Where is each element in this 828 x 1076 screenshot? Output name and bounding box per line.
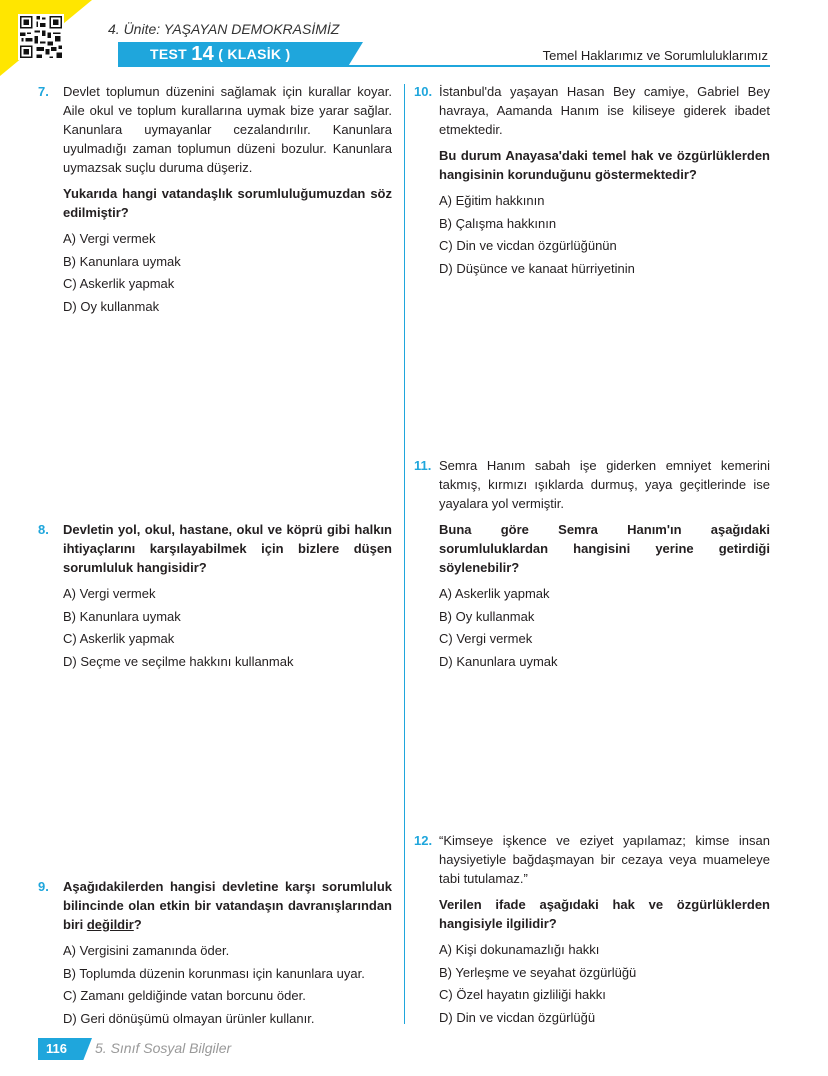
option-a[interactable]: A) Askerlik yapmak bbox=[439, 586, 550, 601]
option-c[interactable]: C) Özel hayatın gizliliği hakkı bbox=[439, 987, 606, 1003]
question-stem: Devlet toplumun düzenini sağlamak için kurallar koyar. Aile okul ve toplum kurallarına uymak bize yarar sağlar. Kanunlara uymayanlar cezalandırılır. Kanunlara uyulmadığı zaman toplumun düzeni bozulur. Kanunlara uymazsak suçlu duruma düşeriz. bbox=[63, 84, 392, 175]
question-stem: “Kimseye işkence ve eziyet yapılamaz; kimse insan haysiyetiyle bağdaşmayan bir cezaya veya muameleye tabi tutulamaz.” bbox=[439, 833, 770, 886]
question-number: 9. bbox=[38, 879, 49, 894]
options-list bbox=[439, 190, 770, 281]
question-prompt: Devletin yol, okul, hastane, okul ve köprü gibi halkın ihtiyaçlarını karşılayabilmek için bizlere düşen sorumluluk hangisidir? bbox=[63, 522, 392, 575]
option-d[interactable]: D) Geri dönüşümü olmayan ürünler kullanır. bbox=[63, 1011, 315, 1027]
test-prefix: TEST bbox=[150, 46, 187, 62]
question-number: 8. bbox=[38, 522, 49, 537]
chapter-title: Temel Haklarımız ve Sorumluluklarımız bbox=[542, 48, 768, 63]
options-list bbox=[439, 939, 770, 1030]
option-d[interactable]: D) Oy kullanmak bbox=[63, 299, 160, 315]
question-number: 10. bbox=[414, 84, 433, 99]
book-title: 5. Sınıf Sosyal Bilgiler bbox=[95, 1040, 232, 1056]
option-c[interactable]: C) Askerlik yapmak bbox=[63, 631, 175, 647]
question-prompt: Bu durum Anayasa'daki temel hak ve özgürlüklerden hangisinin korunduğunu göstermektedir? bbox=[439, 148, 770, 182]
test-type: ( KLASİK ) bbox=[218, 46, 291, 62]
option-b[interactable]: B) Oy kullanmak bbox=[439, 608, 535, 624]
option-c[interactable]: C) Zamanı geldiğinde vatan borcunu öder. bbox=[63, 988, 306, 1004]
page-number: 116 bbox=[46, 1041, 67, 1056]
option-d[interactable]: D) Kanunlara uymak bbox=[439, 654, 558, 670]
question-number: 11. bbox=[414, 458, 432, 473]
prompt-text: Aşağıdakilerden hangisi devletine karşı sorumluluk bilincinde olan etkin bir vatandaşın davranışlarından biri bbox=[63, 879, 392, 932]
column-divider bbox=[404, 84, 405, 1024]
options-list bbox=[63, 940, 392, 1031]
question-prompt bbox=[63, 877, 392, 934]
option-b[interactable]: B) Toplumda düzenin korunması için kanunlara uyar. bbox=[63, 965, 365, 981]
question-stem: Semra Hanım sabah işe giderken emniyet kemerini takmış, kırmızı ışıklarda durmuş, yaya geçitlerinde ise yayalara yol vermiştir. bbox=[439, 458, 770, 511]
option-a[interactable]: A) Vergisini zamanında öder. bbox=[63, 943, 230, 958]
question-7 bbox=[38, 82, 392, 319]
option-a[interactable]: A) Vergi vermek bbox=[63, 231, 156, 246]
option-d[interactable]: D) Düşünce ve kanaat hürriyetinin bbox=[439, 261, 635, 277]
options-list bbox=[439, 583, 770, 674]
option-a[interactable]: A) Eğitim hakkının bbox=[439, 193, 545, 208]
options-list bbox=[63, 583, 392, 674]
question-10 bbox=[414, 82, 770, 281]
options-list bbox=[63, 228, 392, 319]
option-a[interactable]: A) Kişi dokunamazlığı hakkı bbox=[439, 942, 600, 957]
option-d[interactable]: D) Din ve vicdan özgürlüğü bbox=[439, 1010, 596, 1026]
option-d[interactable]: D) Seçme ve seçilme hakkını kullanmak bbox=[63, 654, 294, 670]
question-12 bbox=[414, 831, 770, 1030]
option-a[interactable]: A) Vergi vermek bbox=[63, 586, 156, 601]
option-b[interactable]: B) Kanunlara uymak bbox=[63, 253, 181, 269]
option-c[interactable]: C) Askerlik yapmak bbox=[63, 276, 175, 292]
question-8 bbox=[38, 520, 392, 674]
header-rule bbox=[118, 65, 770, 67]
question-number: 12. bbox=[414, 833, 433, 848]
question-prompt: Buna göre Semra Hanım'ın aşağıdaki sorumluluklardan hangisini yerine getirdiği söylenebilir? bbox=[439, 522, 770, 575]
option-c[interactable]: C) Din ve vicdan özgürlüğünün bbox=[439, 238, 617, 254]
question-9 bbox=[38, 877, 392, 1031]
question-prompt: Yukarıda hangi vatandaşlık sorumluluğumuzdan söz edilmiştir? bbox=[63, 186, 392, 220]
test-number: 14 bbox=[191, 43, 215, 65]
unit-title: 4. Ünite: YAŞAYAN DEMOKRASİMİZ bbox=[108, 21, 340, 37]
option-b[interactable]: B) Kanunlara uymak bbox=[63, 608, 181, 624]
qr-code-icon[interactable] bbox=[18, 14, 64, 60]
question-prompt: Verilen ifade aşağıdaki hak ve özgürlüklerden hangisiyle ilgilidir? bbox=[439, 897, 770, 931]
question-11 bbox=[414, 456, 770, 674]
option-b[interactable]: B) Yerleşme ve seyahat özgürlüğü bbox=[439, 964, 637, 980]
prompt-end: ? bbox=[133, 917, 142, 932]
option-c[interactable]: C) Vergi vermek bbox=[439, 631, 533, 647]
test-label bbox=[150, 42, 290, 66]
prompt-emphasis: değildir bbox=[86, 917, 134, 932]
question-number: 7. bbox=[38, 84, 49, 99]
question-stem: İstanbul'da yaşayan Hasan Bey camiye, Gabriel Bey havraya, Aamanda Hanım ise kiliseye giderek ibadet etmektedir. bbox=[439, 84, 770, 137]
option-b[interactable]: B) Çalışma hakkının bbox=[439, 215, 557, 231]
